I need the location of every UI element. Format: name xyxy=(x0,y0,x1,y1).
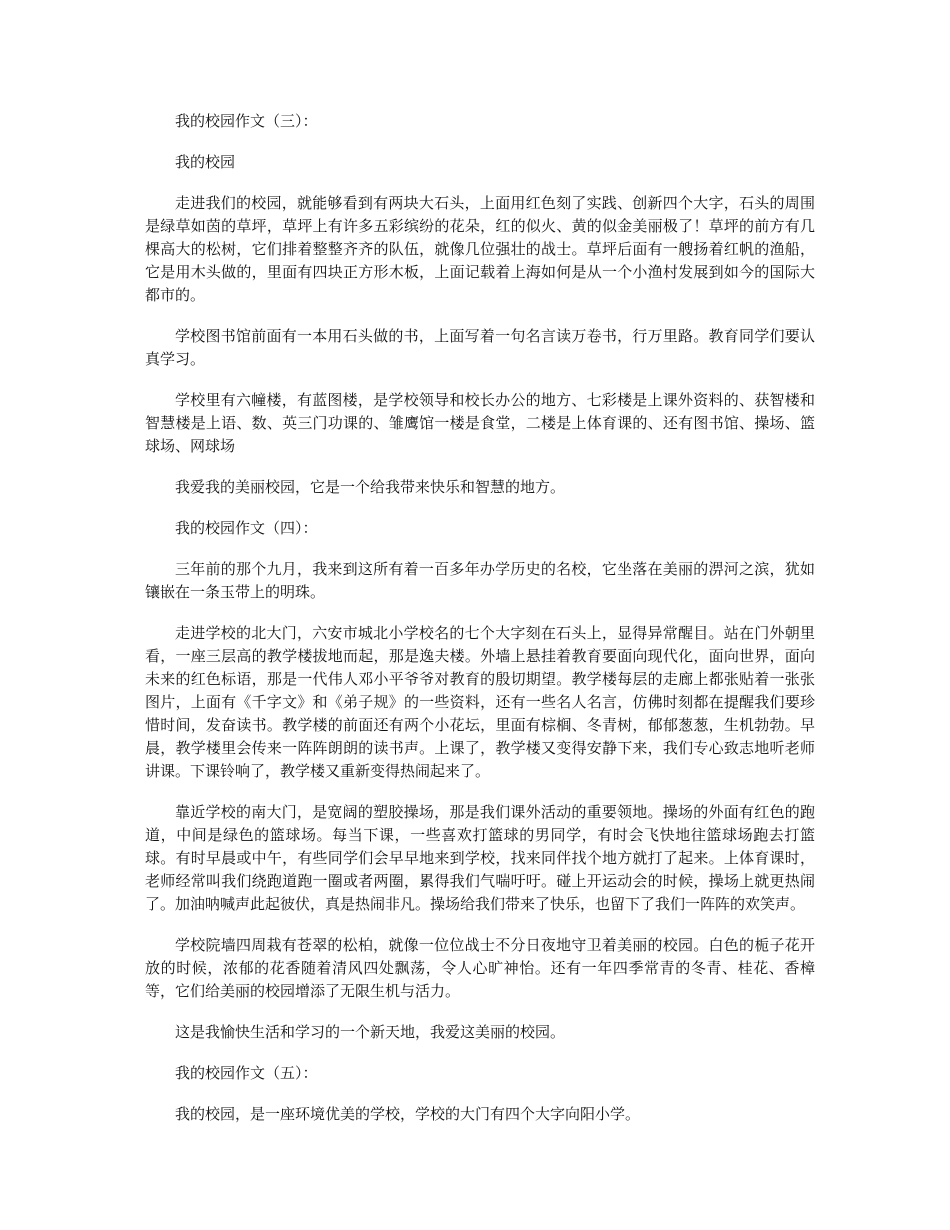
paragraph: 我爱我的美丽校园，它是一个给我带来快乐和智慧的地方。 xyxy=(175,478,566,496)
paragraph: 这是我愉快生活和学习的一个新天地，我爱这美丽的校园。 xyxy=(175,1023,566,1041)
paragraph: 走进我们的校园，就能够看到有两块大石头，上面用红色刻了实践、创新四个大字，石头的周围是绿草如茵的草坪，草坪上有许多五彩缤纷的花朵，红的似火、黄的似金美丽极了！草坪的前方有几棵高大的松树，它们排着整整齐齐的队伍，就像几位强壮的战士。草坪后面有一艘扬着红帆的渔船，它是用木头做的，里面有四块正方形木板，上面记载着上海如何是从一个小渔村发展到如今的国际大都市的。 xyxy=(145,194,815,304)
paragraph: 学校里有六幢楼，有蓝图楼，是学校领导和校长办公的地方、七彩楼是上课外资料的、获智楼和智慧楼是上语、数、英三门功课的、雏鹰馆一楼是食堂，二楼是上体育课的、还有图书馆、操场、篮球场、网球场 xyxy=(145,391,815,455)
paragraph: 三年前的那个九月，我来到这所有着一百多年办学历史的名校，它坐落在美丽的淠河之滨，犹如镶嵌在一条玉带上的明珠。 xyxy=(145,560,815,601)
essay-title: 我的校园 xyxy=(175,153,236,171)
paragraph: 学校图书馆前面有一本用石头做的书，上面写着一句名言读万卷书，行万里路。教育同学们要认真学习。 xyxy=(145,327,815,368)
paragraph: 走进学校的北大门，六安市城北小学校名的七个大字刻在石头上，显得异常醒目。站在门外朝里看，一座三层高的教学楼拔地而起，那是逸夫楼。外墙上悬挂着教育要面向现代化，面向世界，面向未来的红色标语，那是一代伟人邓小平爷爷对教育的殷切期望。教学楼每层的走廊上都张贴着一张张图片，上面有《千字文》和《弟子规》的一些资料，还有一些名人名言，仿佛时刻都在提醒我们要珍惜时间，发奋读书。教学楼的前面还有两个小花坛，里面有棕榈、冬青树，郁郁葱葱，生机勃勃。早晨，教学楼里会传来一阵阵朗朗的读书声。上课了，教学楼又变得安静下来，我们专心致志地听老师讲课。下课铃响了，教学楼又重新变得热闹起来了。 xyxy=(145,624,815,780)
document-page xyxy=(145,110,815,1144)
paragraph: 学校院墙四周栽有苍翠的松柏，就像一位位战士不分日夜地守卫着美丽的校园。白色的栀子花开放的时候，浓郁的花香随着清风四处飘荡，令人心旷神怡。还有一年四季常青的冬青、桂花、香樟等，它们给美丽的校园增添了无限生机与活力。 xyxy=(145,936,815,1000)
essay-heading: 我的校园作文（五）： xyxy=(175,1064,318,1082)
essay-heading: 我的校园作文（三）： xyxy=(175,112,318,130)
essay-heading: 我的校园作文（四）： xyxy=(175,519,318,537)
paragraph: 我的校园，是一座环境优美的学校，学校的大门有四个大字向阳小学。 xyxy=(175,1105,641,1123)
paragraph: 靠近学校的南大门，是宽阔的塑胶操场，那是我们课外活动的重要领地。操场的外面有红色的跑道，中间是绿色的篮球场。每当下课，一些喜欢打篮球的男同学，有时会飞快地往篮球场跑去打篮球。有时早晨或中午，有些同学们会早早地来到学校，找来同伴找个地方就打了起来。上体育课时，老师经常叫我们绕跑道跑一圈或者两圈，累得我们气喘吁吁。碰上开运动会的时候，操场上就更热闹了。加油呐喊声此起彼伏，真是热闹非凡。操场给我们带来了快乐，也留下了我们一阵阵的欢笑声。 xyxy=(145,803,815,913)
